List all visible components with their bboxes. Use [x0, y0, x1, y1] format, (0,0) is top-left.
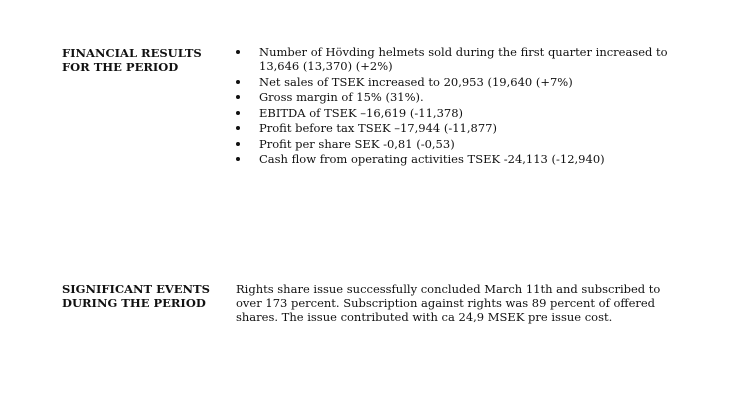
- financial-results-heading: [62, 45, 236, 168]
- financial-results-heading-line2: FOR THE PERIOD: [62, 60, 179, 74]
- bullet-icon: [236, 80, 240, 84]
- financial-results-section: [62, 45, 702, 168]
- bullet-icon: [236, 111, 240, 115]
- list-item: [236, 45, 702, 73]
- list-item: [236, 121, 702, 135]
- bullet-icon: [236, 95, 240, 99]
- list-item: [236, 106, 702, 120]
- significant-events-heading: [62, 281, 236, 324]
- list-item-text: Net sales of TSEK increased to 20,953 (19,640 (+7%): [259, 74, 573, 89]
- bullet-icon: [236, 157, 240, 161]
- list-item-text: Cash flow from operating activities TSEK -24,113 (-12,940): [259, 152, 605, 166]
- list-item-text: Profit before tax TSEK –17,944 (-11,877): [259, 121, 497, 135]
- significant-events-heading-line2: DURING THE PERIOD: [62, 296, 206, 310]
- financial-results-heading-line1: FINANCIAL RESULTS: [62, 46, 202, 60]
- list-item: [236, 137, 702, 151]
- significant-events-content: [236, 281, 702, 324]
- list-item-text: Profit per share SEK -0,81 (-0,53): [259, 136, 455, 151]
- bullet-icon: [236, 50, 240, 54]
- list-item: [236, 90, 702, 104]
- significant-events-text: Rights share issue successfully concluded March 11th and subscribed to over 173 percent. Subscription against rights was 89 percent of offered shares. The issue contributed with ca 24,9 MSEK pre issue cost.: [236, 282, 661, 324]
- bullet-icon: [236, 142, 240, 146]
- bullet-icon: [236, 126, 240, 130]
- list-item-text: EBITDA of TSEK –16,619 (-11,378): [259, 105, 464, 120]
- significant-events-heading-line1: SIGNIFICANT EVENTS: [62, 282, 210, 296]
- financial-results-list: [236, 45, 702, 166]
- financial-results-content: [236, 45, 702, 168]
- list-item-text: Number of Hövding helmets sold during the first quarter increased to 13,646 (13,370) (+2%): [259, 45, 668, 73]
- list-item-text: Gross margin of 15% (31%).: [259, 90, 424, 104]
- list-item: [236, 152, 702, 166]
- list-item: [236, 75, 702, 89]
- significant-events-section: [62, 281, 702, 324]
